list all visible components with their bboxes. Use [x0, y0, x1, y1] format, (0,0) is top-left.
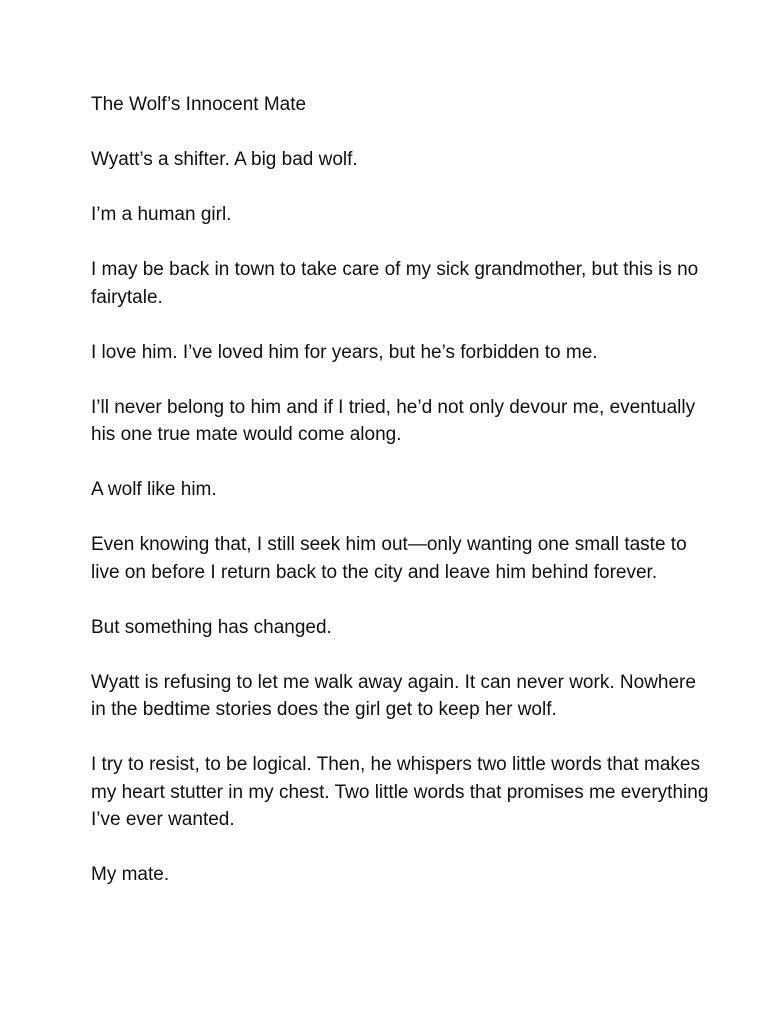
paragraph-4: I love him. I’ve loved him for years, but he’s forbidden to me.: [91, 341, 598, 363]
paragraph-11: My mate.: [91, 864, 170, 885]
paragraph-5: I’ll never belong to him and if I tried, he’d not only devour me, eventually his one true mate would come along.: [91, 396, 696, 445]
paragraph-2: I’m a human girl.: [91, 204, 232, 225]
document-body: [91, 91, 711, 916]
paragraph-1: Wyatt’s a shifter. A big bad wolf.: [91, 149, 358, 170]
document-title: The Wolf’s Innocent Mate: [91, 94, 307, 115]
paragraph-6: A wolf like him.: [91, 479, 217, 500]
paragraph-7: Even knowing that, I still seek him out—only wanting one small taste to live on before I return back to the city and leave him behind forever.: [91, 534, 687, 583]
paragraph-8: But something has changed.: [91, 616, 332, 638]
paragraph-9: Wyatt is refusing to let me walk away again. It can never work. Nowhere in the bedtime stories does the girl get to keep her wolf.: [91, 671, 696, 720]
paragraph-10: I try to resist, to be logical. Then, he whispers two little words that makes my heart stutter in my chest. Two little words that promises me everything I’ve ever wanted.: [91, 754, 709, 830]
paragraph-3: I may be back in town to take care of my sick grandmother, but this is no fairytale.: [91, 259, 699, 308]
